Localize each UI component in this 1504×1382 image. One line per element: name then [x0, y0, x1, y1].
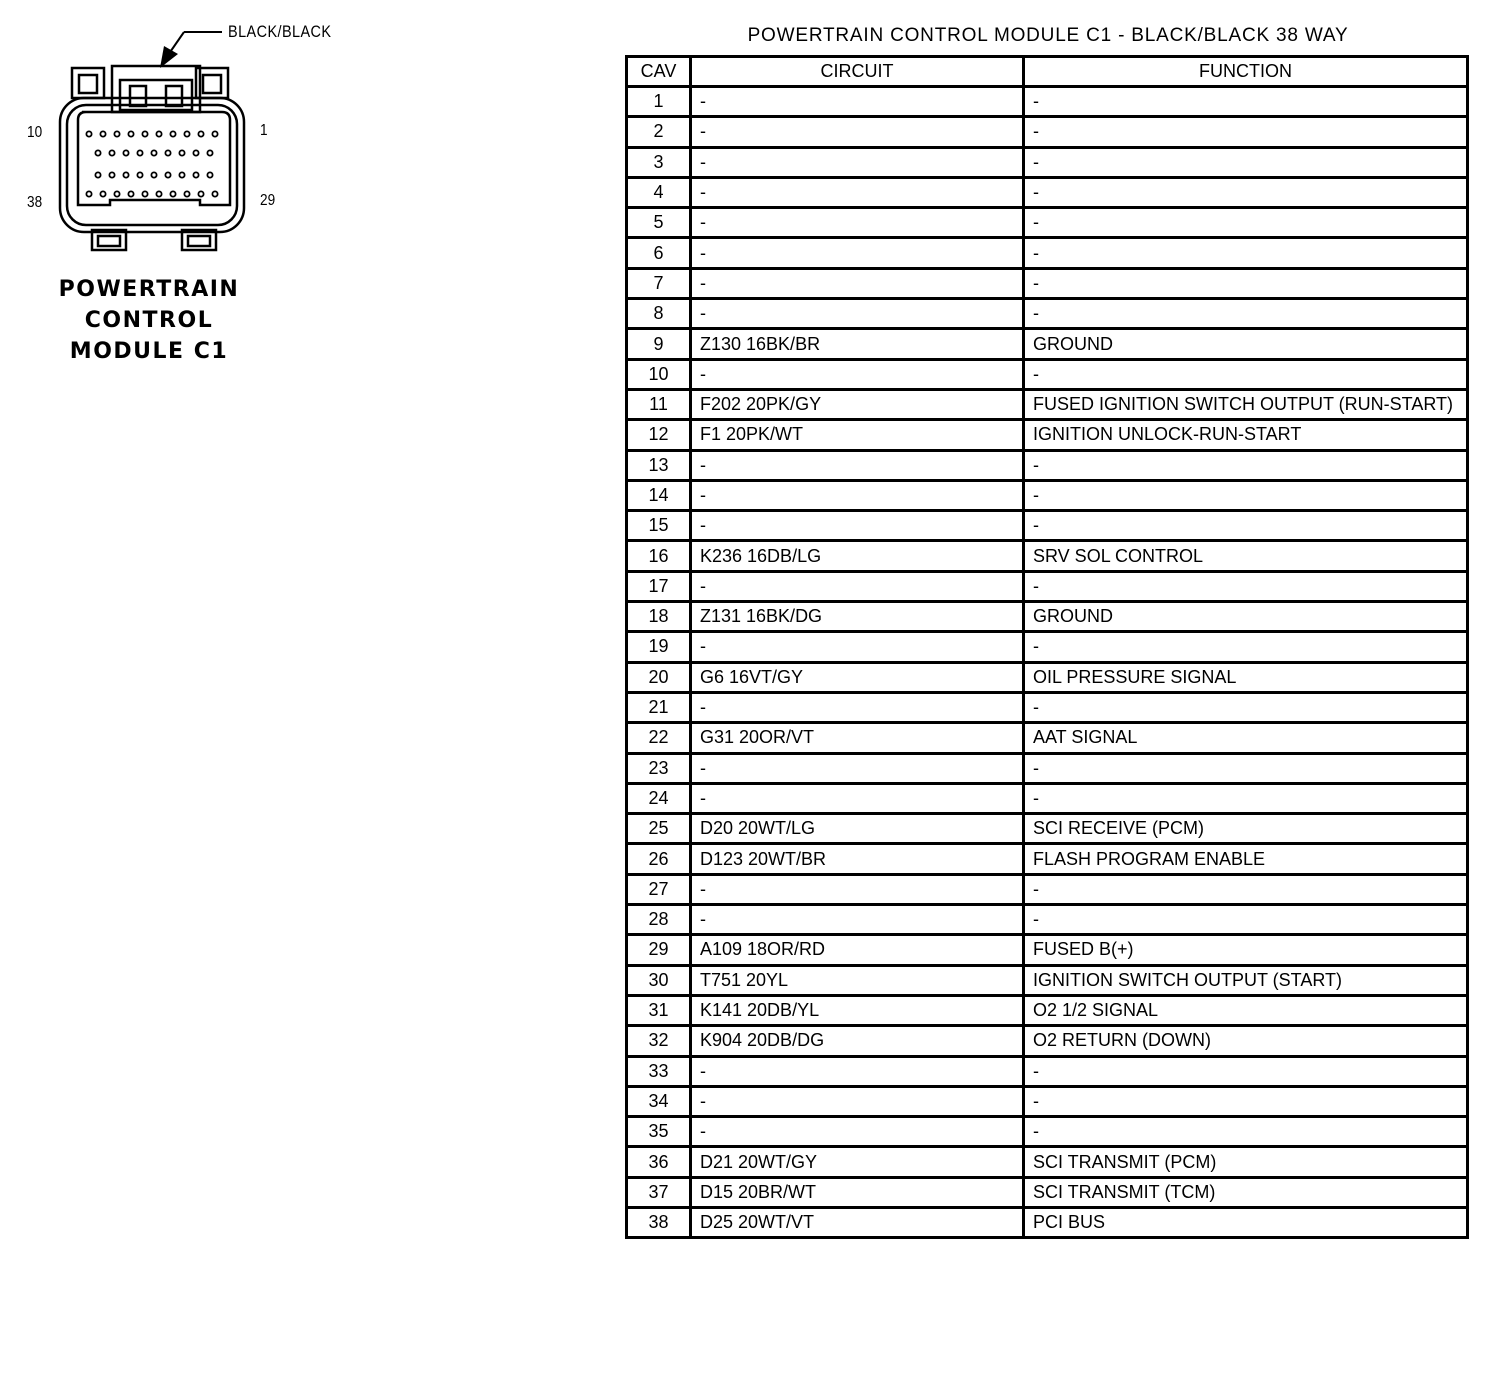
cell-function: -	[1024, 874, 1468, 904]
cell-cav: 9	[627, 329, 691, 359]
table-row	[627, 359, 1468, 389]
pin-cavity	[100, 131, 105, 136]
cell-function: FLASH PROGRAM ENABLE	[1024, 844, 1468, 874]
cell-function: GROUND	[1024, 329, 1468, 359]
cell-function: -	[1024, 480, 1468, 510]
cell-function: -	[1024, 268, 1468, 298]
table-row	[627, 995, 1468, 1025]
cell-cav: 25	[627, 814, 691, 844]
table-row	[627, 874, 1468, 904]
cell-circuit: -	[691, 238, 1024, 268]
cell-function: -	[1024, 1056, 1468, 1086]
cell-circuit: G6 16VT/GY	[691, 662, 1024, 692]
cell-circuit: -	[691, 511, 1024, 541]
cell-circuit: -	[691, 1117, 1024, 1147]
cell-cav: 14	[627, 480, 691, 510]
cell-function: SCI TRANSMIT (PCM)	[1024, 1147, 1468, 1177]
table-row	[627, 723, 1468, 753]
cell-circuit: K904 20DB/DG	[691, 1026, 1024, 1056]
cell-circuit: -	[691, 147, 1024, 177]
table-row	[627, 511, 1468, 541]
table-row	[627, 1117, 1468, 1147]
connector-color-label: BLACK/BLACK	[228, 22, 332, 41]
pin-cavity	[156, 191, 161, 196]
cell-cav: 11	[627, 389, 691, 419]
connector-name-line: POWERTRAIN	[58, 277, 240, 302]
table-row	[627, 662, 1468, 692]
cell-circuit: G31 20OR/VT	[691, 723, 1024, 753]
cell-cav: 23	[627, 753, 691, 783]
cell-circuit: -	[691, 87, 1024, 117]
table-row	[627, 602, 1468, 632]
cell-function: -	[1024, 753, 1468, 783]
cell-cav: 34	[627, 1086, 691, 1116]
cell-circuit: -	[691, 117, 1024, 147]
cell-cav: 20	[627, 662, 691, 692]
cell-circuit: -	[691, 480, 1024, 510]
table-row	[627, 450, 1468, 480]
cell-cav: 7	[627, 268, 691, 298]
pin-cavity	[156, 131, 161, 136]
pin-cavity	[151, 172, 156, 177]
cell-cav: 31	[627, 995, 691, 1025]
cell-cav: 33	[627, 1056, 691, 1086]
cell-circuit: F1 20PK/WT	[691, 420, 1024, 450]
cell-function: -	[1024, 632, 1468, 662]
pin-cavity	[137, 150, 142, 155]
pin-cavity	[193, 150, 198, 155]
cell-cav: 32	[627, 1026, 691, 1056]
pin-label-38: 38	[27, 194, 43, 211]
cell-cav: 6	[627, 238, 691, 268]
table-row	[627, 420, 1468, 450]
cell-function: -	[1024, 450, 1468, 480]
table-row	[627, 1147, 1468, 1177]
cell-circuit: D15 20BR/WT	[691, 1177, 1024, 1207]
table-row	[627, 541, 1468, 571]
cell-function: -	[1024, 177, 1468, 207]
pin-cavity	[179, 150, 184, 155]
cell-circuit: -	[691, 692, 1024, 722]
cell-function: -	[1024, 359, 1468, 389]
cell-cav: 24	[627, 783, 691, 813]
pin-label-10: 10	[27, 124, 43, 141]
pin-cavity	[179, 172, 184, 177]
pin-cavity	[109, 172, 114, 177]
cell-function: GROUND	[1024, 602, 1468, 632]
table-title: POWERTRAIN CONTROL MODULE C1 - BLACK/BLACK 38 WAY	[747, 25, 1349, 46]
cell-function: O2 1/2 SIGNAL	[1024, 995, 1468, 1025]
cell-cav: 26	[627, 844, 691, 874]
cell-cav: 12	[627, 420, 691, 450]
cell-cav: 38	[627, 1207, 691, 1237]
table-row	[627, 87, 1468, 117]
pin-cavity	[114, 131, 119, 136]
cell-circuit: -	[691, 783, 1024, 813]
table-row	[627, 268, 1468, 298]
cell-circuit: Z131 16BK/DG	[691, 602, 1024, 632]
pin-cavity	[142, 131, 147, 136]
pin-cavity	[114, 191, 119, 196]
cell-cav: 2	[627, 117, 691, 147]
cell-function: IGNITION SWITCH OUTPUT (START)	[1024, 965, 1468, 995]
cell-function: -	[1024, 511, 1468, 541]
table-row	[627, 208, 1468, 238]
cell-cav: 29	[627, 935, 691, 965]
pin-label-29: 29	[260, 192, 276, 209]
pin-cavity	[193, 172, 198, 177]
cell-circuit: -	[691, 905, 1024, 935]
cell-circuit: Z130 16BK/BR	[691, 329, 1024, 359]
cell-cav: 27	[627, 874, 691, 904]
cell-circuit: F202 20PK/GY	[691, 389, 1024, 419]
cell-function: -	[1024, 117, 1468, 147]
table-row	[627, 299, 1468, 329]
pin-cavity	[212, 131, 217, 136]
pin-cavity	[86, 191, 91, 196]
cell-function: -	[1024, 87, 1468, 117]
table-row	[627, 1207, 1468, 1237]
cell-circuit: -	[691, 177, 1024, 207]
pin-cavity	[123, 172, 128, 177]
pin-cavity	[100, 191, 105, 196]
cell-function: PCI BUS	[1024, 1207, 1468, 1237]
cell-cav: 21	[627, 692, 691, 722]
table-row	[627, 480, 1468, 510]
cell-circuit: K236 16DB/LG	[691, 541, 1024, 571]
table-row	[627, 147, 1468, 177]
cell-cav: 18	[627, 602, 691, 632]
cell-function: AAT SIGNAL	[1024, 723, 1468, 753]
cell-circuit: -	[691, 874, 1024, 904]
cell-cav: 37	[627, 1177, 691, 1207]
cell-function: -	[1024, 905, 1468, 935]
pin-cavity	[95, 150, 100, 155]
cell-cav: 30	[627, 965, 691, 995]
pin-cavity	[128, 191, 133, 196]
cell-circuit: D21 20WT/GY	[691, 1147, 1024, 1177]
cell-cav: 36	[627, 1147, 691, 1177]
pin-cavity	[212, 191, 217, 196]
cell-circuit: -	[691, 208, 1024, 238]
cell-cav: 28	[627, 905, 691, 935]
table-header-row	[627, 57, 1468, 87]
table-row	[627, 965, 1468, 995]
connector-name	[40, 274, 258, 367]
table-row	[627, 1177, 1468, 1207]
cell-function: -	[1024, 238, 1468, 268]
cell-cav: 1	[627, 87, 691, 117]
table-row	[627, 571, 1468, 601]
column-header-cav: CAV	[627, 57, 691, 87]
column-header-function: FUNCTION	[1024, 57, 1468, 87]
cell-function: SCI RECEIVE (PCM)	[1024, 814, 1468, 844]
cell-function: -	[1024, 1086, 1468, 1116]
cell-cav: 13	[627, 450, 691, 480]
cell-function: IGNITION UNLOCK-RUN-START	[1024, 420, 1468, 450]
pin-cavity	[95, 172, 100, 177]
pin-cavity	[170, 131, 175, 136]
cell-function: FUSED IGNITION SWITCH OUTPUT (RUN-START)	[1024, 389, 1468, 419]
cell-circuit: D25 20WT/VT	[691, 1207, 1024, 1237]
cell-circuit: D123 20WT/BR	[691, 844, 1024, 874]
cell-function: SCI TRANSMIT (TCM)	[1024, 1177, 1468, 1207]
pin-cavity	[123, 150, 128, 155]
cell-function: FUSED B(+)	[1024, 935, 1468, 965]
cell-function: -	[1024, 299, 1468, 329]
pin-cavity	[142, 191, 147, 196]
pin-cavity	[128, 131, 133, 136]
cell-function: O2 RETURN (DOWN)	[1024, 1026, 1468, 1056]
cell-circuit: -	[691, 450, 1024, 480]
cell-circuit: -	[691, 299, 1024, 329]
cell-function: -	[1024, 692, 1468, 722]
pin-cavity	[207, 150, 212, 155]
table-row	[627, 632, 1468, 662]
cell-cav: 3	[627, 147, 691, 177]
pin-cavity	[184, 131, 189, 136]
table-row	[627, 814, 1468, 844]
cell-function: -	[1024, 208, 1468, 238]
pin-cavity	[165, 172, 170, 177]
column-header-circuit: CIRCUIT	[691, 57, 1024, 87]
cell-circuit: A109 18OR/RD	[691, 935, 1024, 965]
cell-cav: 35	[627, 1117, 691, 1147]
table-row	[627, 844, 1468, 874]
cell-circuit: D20 20WT/LG	[691, 814, 1024, 844]
cell-function: -	[1024, 147, 1468, 177]
cell-function: -	[1024, 783, 1468, 813]
pin-cavity	[170, 191, 175, 196]
pin-cavity	[165, 150, 170, 155]
connector-name-line: MODULE C1	[69, 339, 229, 364]
callout-arrowhead	[160, 46, 178, 68]
table-row	[627, 389, 1468, 419]
cell-circuit: -	[691, 632, 1024, 662]
table-row	[627, 177, 1468, 207]
cell-circuit: T751 20YL	[691, 965, 1024, 995]
pin-cavity	[198, 191, 203, 196]
cell-cav: 10	[627, 359, 691, 389]
cell-cav: 4	[627, 177, 691, 207]
table-row	[627, 238, 1468, 268]
table-row	[627, 117, 1468, 147]
pin-label-1: 1	[260, 122, 268, 139]
pin-cavities	[86, 131, 217, 196]
cell-function: OIL PRESSURE SIGNAL	[1024, 662, 1468, 692]
cell-cav: 5	[627, 208, 691, 238]
table-row	[627, 692, 1468, 722]
pin-cavity	[109, 150, 114, 155]
cell-circuit: -	[691, 753, 1024, 783]
cell-circuit: -	[691, 571, 1024, 601]
cell-function: SRV SOL CONTROL	[1024, 541, 1468, 571]
cell-cav: 15	[627, 511, 691, 541]
cell-function: -	[1024, 571, 1468, 601]
cell-function: -	[1024, 1117, 1468, 1147]
pin-cavity	[198, 131, 203, 136]
table-row	[627, 935, 1468, 965]
pin-cavity	[137, 172, 142, 177]
cell-circuit: K141 20DB/YL	[691, 995, 1024, 1025]
cell-cav: 16	[627, 541, 691, 571]
table-row	[627, 783, 1468, 813]
pin-cavity	[207, 172, 212, 177]
pinout-table	[625, 55, 1469, 1239]
table-row	[627, 1026, 1468, 1056]
table-row	[627, 329, 1468, 359]
table-row	[627, 1056, 1468, 1086]
table-row	[627, 905, 1468, 935]
table-row	[627, 753, 1468, 783]
cell-cav: 19	[627, 632, 691, 662]
pin-cavity	[184, 191, 189, 196]
cell-cav: 22	[627, 723, 691, 753]
cell-circuit: -	[691, 359, 1024, 389]
table-row	[627, 1086, 1468, 1116]
cell-cav: 8	[627, 299, 691, 329]
connector-name-line: CONTROL	[84, 308, 214, 333]
cell-cav: 17	[627, 571, 691, 601]
pin-cavity	[151, 150, 156, 155]
cell-circuit: -	[691, 1086, 1024, 1116]
connector-diagram	[0, 0, 360, 380]
pin-cavity	[86, 131, 91, 136]
cell-circuit: -	[691, 1056, 1024, 1086]
cell-circuit: -	[691, 268, 1024, 298]
